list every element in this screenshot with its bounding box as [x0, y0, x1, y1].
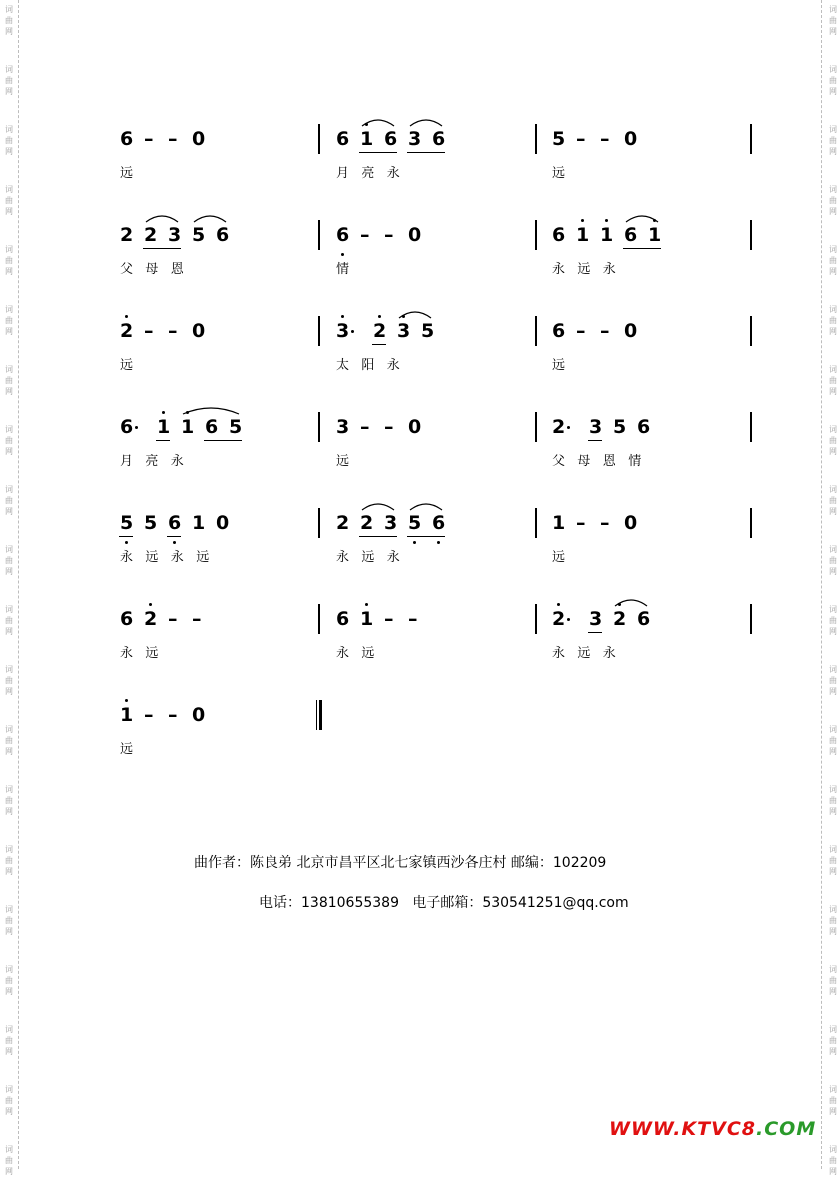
bar-line — [535, 508, 537, 538]
note-1: 1 — [360, 128, 374, 150]
watermark-text: 词 曲 网 — [5, 725, 13, 756]
note-6: 6 — [336, 128, 350, 150]
high-octave-dot — [378, 315, 381, 318]
lyric-line: 月 亮 永 — [336, 166, 400, 181]
bar-line — [318, 220, 320, 250]
lyric-line: 父 母 恩 情 — [552, 454, 642, 469]
watermark-text: 词 曲 网 — [829, 545, 837, 576]
note-dash: – — [600, 128, 610, 150]
beam-underline — [588, 440, 602, 441]
watermark-text: 词 曲 网 — [829, 725, 837, 756]
note-dash: – — [360, 416, 370, 438]
note-5: 5 — [192, 224, 206, 246]
high-octave-dot — [125, 699, 128, 702]
beam-underline — [623, 248, 661, 249]
note-0: 0 — [624, 320, 638, 342]
note-dash: – — [384, 608, 394, 630]
lyric-line: 永 远 — [120, 646, 159, 661]
tie-arc — [182, 405, 240, 415]
note-6: 6 — [120, 608, 134, 630]
note-6: 6 — [432, 512, 446, 534]
note-dash: – — [600, 320, 610, 342]
watermark-text: 词 曲 网 — [5, 785, 13, 816]
beam-underline — [359, 536, 397, 537]
tie-arc — [409, 117, 443, 127]
high-octave-dot — [605, 219, 608, 222]
watermark-text: 词 曲 网 — [5, 605, 13, 636]
lyric-line: 远 — [120, 742, 134, 757]
note-dash: – — [144, 320, 154, 342]
watermark-text: 词 曲 网 — [5, 245, 13, 276]
note-dash: – — [192, 608, 202, 630]
note-6: 6 — [637, 608, 651, 630]
note-1: 1 — [600, 224, 614, 246]
watermark-text: 词 曲 网 — [829, 65, 837, 96]
low-octave-dot — [437, 541, 440, 544]
watermark-text: 词 曲 网 — [5, 1145, 13, 1176]
note-3: 3 — [589, 416, 603, 438]
watermark-text: 词 曲 网 — [829, 965, 837, 996]
watermark-text: 词 曲 网 — [829, 845, 837, 876]
low-octave-dot — [125, 541, 128, 544]
note-5: 5 — [229, 416, 243, 438]
lyric-line: 永 远 永 远 — [120, 550, 210, 565]
bar-line — [318, 316, 320, 346]
note-1: 1 — [360, 608, 374, 630]
note-6: 6 — [120, 128, 134, 150]
tie-arc — [361, 117, 395, 127]
note-2: 2 — [120, 224, 134, 246]
note-0: 0 — [408, 416, 422, 438]
high-octave-dot — [365, 603, 368, 606]
note-2: 2 — [360, 512, 374, 534]
bar-line — [750, 508, 752, 538]
tie-arc — [193, 213, 227, 223]
watermark-text: 词 曲 网 — [5, 65, 13, 96]
bar-line — [535, 412, 537, 442]
beam-underline — [407, 152, 445, 153]
bar-line — [750, 124, 752, 154]
lyric-line: 远 — [552, 166, 566, 181]
watermark-text: 词 曲 网 — [829, 1025, 837, 1056]
lyric-line: 远 — [336, 454, 350, 469]
note-2: 2 — [552, 608, 566, 630]
augmentation-dot — [351, 330, 354, 333]
note-2: 2 — [552, 416, 566, 438]
tie-arc — [614, 597, 648, 607]
low-octave-dot — [413, 541, 416, 544]
note-6: 6 — [552, 224, 566, 246]
note-dash: – — [576, 128, 586, 150]
watermark-text: 词 曲 网 — [5, 1025, 13, 1056]
bar-line — [535, 604, 537, 634]
lyric-line: 月 亮 永 — [120, 454, 184, 469]
note-dash: – — [168, 704, 178, 726]
note-dash: – — [600, 512, 610, 534]
note-1: 1 — [181, 416, 195, 438]
watermark-text: 词 曲 网 — [5, 185, 13, 216]
bar-line — [750, 220, 752, 250]
bar-line — [318, 508, 320, 538]
watermark-text: 词 曲 网 — [5, 845, 13, 876]
watermark-text: 词 曲 网 — [829, 1145, 837, 1176]
note-2: 2 — [373, 320, 387, 342]
beam-underline — [119, 536, 133, 537]
note-6: 6 — [205, 416, 219, 438]
note-dash: – — [408, 608, 418, 630]
beam-underline — [143, 248, 181, 249]
high-octave-dot — [125, 315, 128, 318]
watermark-text: 词 曲 网 — [829, 485, 837, 516]
note-6: 6 — [336, 608, 350, 630]
note-0: 0 — [624, 512, 638, 534]
watermark-text: 词 曲 网 — [829, 785, 837, 816]
lyric-line: 永 远 永 — [552, 646, 616, 661]
high-octave-dot — [162, 411, 165, 414]
watermark-text: 词 曲 网 — [829, 665, 837, 696]
watermark-text: 词 曲 网 — [5, 425, 13, 456]
bar-line — [535, 124, 537, 154]
beam-underline — [204, 440, 242, 441]
note-5: 5 — [144, 512, 158, 534]
composer-info: 曲作者：陈良弟 北京市昌平区北七家镇西沙各庄村 邮编：102209 — [194, 855, 607, 871]
watermark-text: 词 曲 网 — [829, 245, 837, 276]
note-5: 5 — [408, 512, 422, 534]
watermark-text: 词 曲 网 — [829, 425, 837, 456]
note-3: 3 — [336, 416, 350, 438]
note-0: 0 — [192, 128, 206, 150]
bar-line — [318, 604, 320, 634]
note-3: 3 — [384, 512, 398, 534]
note-6: 6 — [552, 320, 566, 342]
bar-line — [535, 316, 537, 346]
watermark-text: 词 曲 网 — [5, 665, 13, 696]
watermark-text: 词 曲 网 — [829, 605, 837, 636]
note-dash: – — [360, 224, 370, 246]
bar-line — [750, 604, 752, 634]
tie-arc — [398, 309, 432, 319]
note-dash: – — [168, 128, 178, 150]
lyric-line: 远 — [120, 166, 134, 181]
note-1: 1 — [120, 704, 134, 726]
watermark-text: 词 曲 网 — [5, 125, 13, 156]
note-3: 3 — [397, 320, 411, 342]
note-0: 0 — [192, 320, 206, 342]
note-1: 1 — [576, 224, 590, 246]
final-bar-line — [316, 700, 322, 730]
note-1: 1 — [157, 416, 171, 438]
note-0: 0 — [192, 704, 206, 726]
note-2: 2 — [144, 608, 158, 630]
note-5: 5 — [552, 128, 566, 150]
high-octave-dot — [581, 219, 584, 222]
note-dash: – — [168, 320, 178, 342]
note-6: 6 — [384, 128, 398, 150]
bar-line — [318, 412, 320, 442]
note-1: 1 — [552, 512, 566, 534]
note-dash: – — [144, 704, 154, 726]
note-1: 1 — [192, 512, 206, 534]
note-0: 0 — [408, 224, 422, 246]
lyric-line: 父 母 恩 — [120, 262, 184, 277]
note-dash: – — [384, 416, 394, 438]
watermark-text: 词 曲 网 — [5, 545, 13, 576]
note-0: 0 — [216, 512, 230, 534]
beam-underline — [156, 440, 170, 441]
tie-arc — [409, 501, 443, 511]
note-3: 3 — [336, 320, 350, 342]
augmentation-dot — [135, 426, 138, 429]
beam-underline — [407, 536, 445, 537]
lyric-line: 远 — [552, 358, 566, 373]
note-6: 6 — [120, 416, 134, 438]
note-3: 3 — [408, 128, 422, 150]
contact-info: 电话：13810655389 电子邮箱：530541251@qq.com — [259, 895, 629, 911]
watermark-text: 词 曲 网 — [829, 5, 837, 36]
note-6: 6 — [336, 224, 350, 246]
watermark-text: 词 曲 网 — [5, 305, 13, 336]
low-octave-dot — [173, 541, 176, 544]
augmentation-dot — [567, 618, 570, 621]
site-logo: WWW.KTVC8.COM — [609, 1118, 817, 1140]
high-octave-dot — [557, 603, 560, 606]
note-5: 5 — [613, 416, 627, 438]
bar-line — [750, 412, 752, 442]
note-dash: – — [168, 608, 178, 630]
watermark-text: 词 曲 网 — [829, 905, 837, 936]
watermark-text: 词 曲 网 — [829, 125, 837, 156]
augmentation-dot — [567, 426, 570, 429]
watermark-text: 词 曲 网 — [5, 5, 13, 36]
note-0: 0 — [624, 128, 638, 150]
lyric-line: 太 阳 永 — [336, 358, 400, 373]
note-6: 6 — [637, 416, 651, 438]
watermark-text: 词 曲 网 — [829, 1085, 837, 1116]
note-3: 3 — [589, 608, 603, 630]
note-2: 2 — [613, 608, 627, 630]
bar-line — [535, 220, 537, 250]
beam-underline — [359, 152, 397, 153]
note-6: 6 — [168, 512, 182, 534]
beam-underline — [372, 344, 386, 345]
bar-line — [318, 124, 320, 154]
high-octave-dot — [341, 315, 344, 318]
tie-arc — [625, 213, 659, 223]
note-6: 6 — [432, 128, 446, 150]
note-2: 2 — [336, 512, 350, 534]
high-octave-dot — [149, 603, 152, 606]
watermark-text: 词 曲 网 — [5, 485, 13, 516]
note-6: 6 — [216, 224, 230, 246]
watermark-text: 词 曲 网 — [5, 905, 13, 936]
watermark-text: 词 曲 网 — [5, 965, 13, 996]
lyric-line: 永 远 永 — [552, 262, 616, 277]
note-2: 2 — [120, 320, 134, 342]
note-6: 6 — [624, 224, 638, 246]
low-octave-dot — [341, 253, 344, 256]
lyric-line: 永 远 — [336, 646, 375, 661]
note-dash: – — [384, 224, 394, 246]
watermark-text: 词 曲 网 — [829, 185, 837, 216]
lyric-line: 永 远 永 — [336, 550, 400, 565]
watermark-text: 词 曲 网 — [829, 305, 837, 336]
lyric-line: 远 — [120, 358, 134, 373]
tie-arc — [145, 213, 179, 223]
lyric-line: 情 — [336, 262, 350, 277]
lyric-line: 远 — [552, 550, 566, 565]
watermark-text: 词 曲 网 — [5, 365, 13, 396]
beam-underline — [167, 536, 181, 537]
note-dash: – — [576, 320, 586, 342]
tie-arc — [361, 501, 395, 511]
beam-underline — [588, 632, 602, 633]
note-5: 5 — [120, 512, 134, 534]
note-3: 3 — [168, 224, 182, 246]
bar-line — [750, 316, 752, 346]
note-1: 1 — [648, 224, 662, 246]
note-dash: – — [144, 128, 154, 150]
watermark-text: 词 曲 网 — [5, 1085, 13, 1116]
note-dash: – — [576, 512, 586, 534]
note-2: 2 — [144, 224, 158, 246]
watermark-text: 词 曲 网 — [829, 365, 837, 396]
note-5: 5 — [421, 320, 435, 342]
